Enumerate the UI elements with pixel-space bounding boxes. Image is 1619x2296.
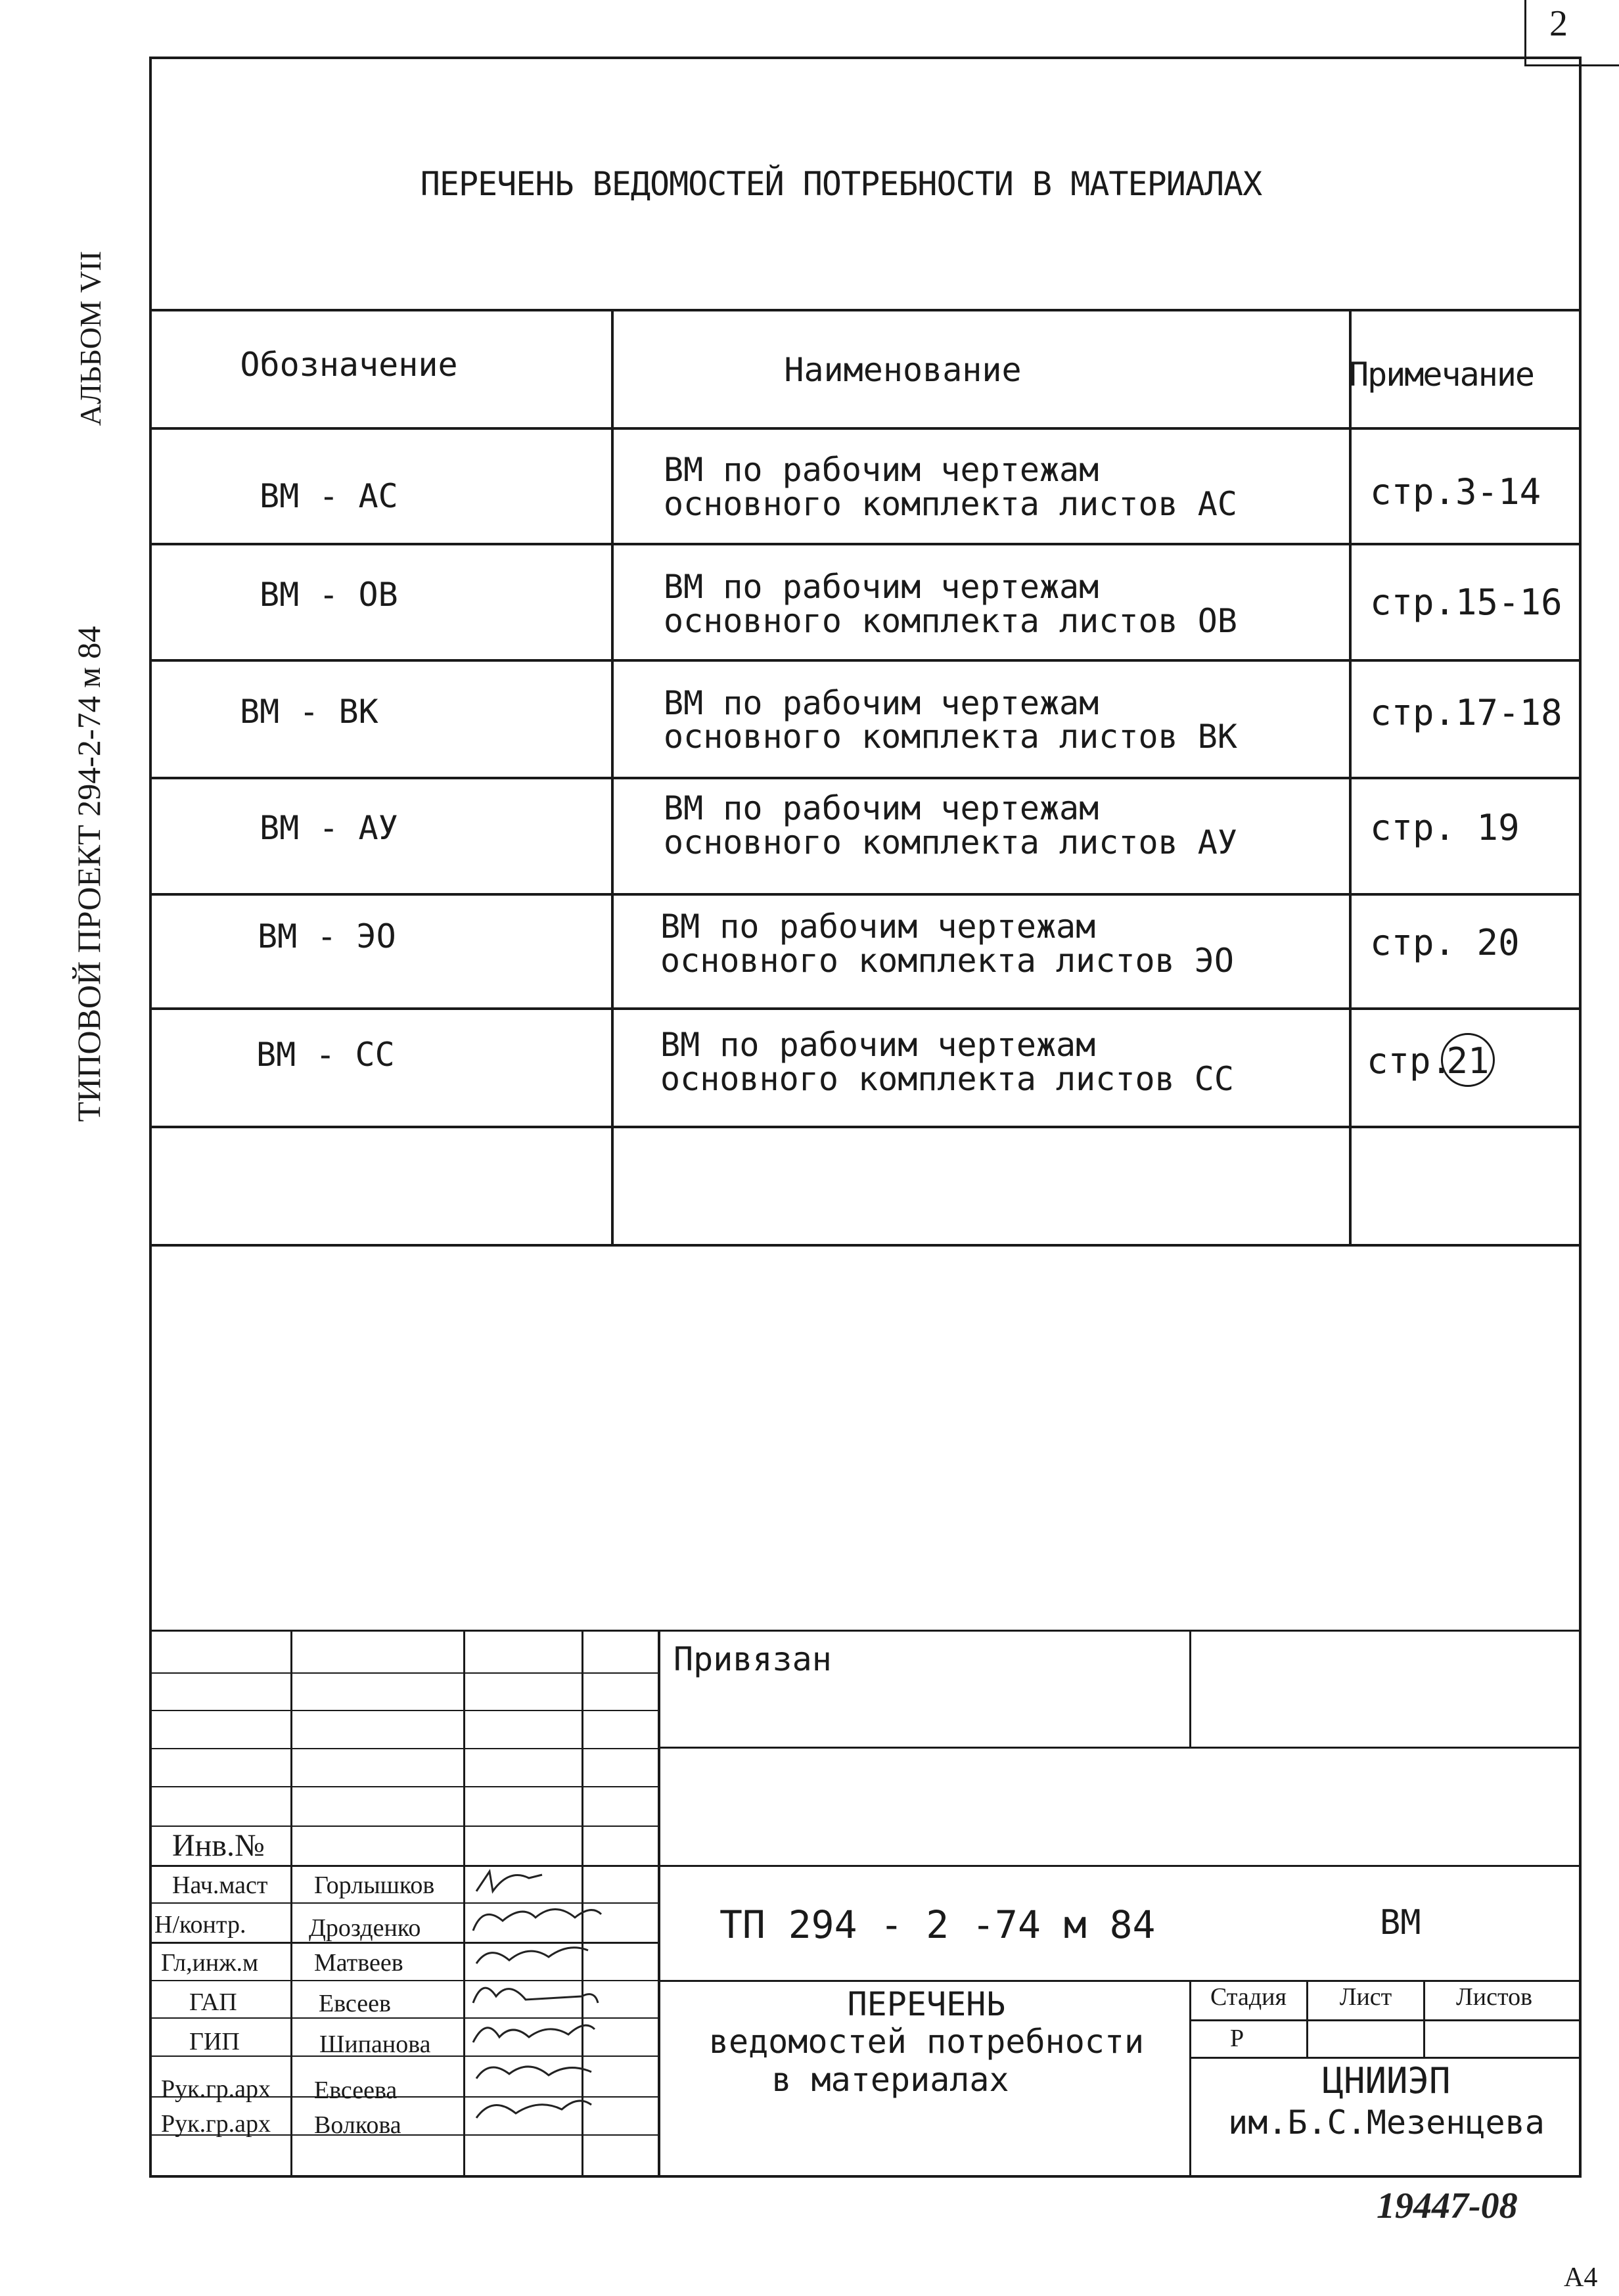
stamp-row-1 xyxy=(149,1672,659,1674)
row-2-name-line2: основного комплекта листов ОВ xyxy=(664,602,1237,640)
inv-label: Инв.№ xyxy=(172,1828,265,1863)
person-4-name: Евсеев xyxy=(319,1990,391,2017)
page-number-box-left xyxy=(1524,0,1526,66)
row-6-name-line2: основного комплекта листов СС xyxy=(660,1060,1234,1098)
signatures xyxy=(463,1865,658,2174)
header-name: Наименование xyxy=(784,351,1022,389)
person-1-role: Нач.маст xyxy=(172,1871,268,1899)
table-line-r1 xyxy=(149,543,1582,545)
stage-row-1 xyxy=(1189,2019,1582,2021)
person-3-name: Матвеев xyxy=(314,1949,403,1977)
person-2-name: Дрозденко xyxy=(309,1914,421,1942)
person-4-role: ГАП xyxy=(189,1988,237,2016)
row-4-note: стр. 19 xyxy=(1370,807,1520,848)
archive-number: 19447-08 xyxy=(1377,2186,1518,2226)
row-3-name-line2: основного комплекта листов ВК xyxy=(664,718,1237,756)
row-5-name-line2: основного комплекта листов ЭО xyxy=(660,942,1234,980)
org-line1: ЦНИИЭП xyxy=(1322,2060,1451,2101)
row-2-code: ВМ - ОВ xyxy=(260,576,398,614)
person-1-name: Горлышков xyxy=(314,1871,435,1899)
row-5-code: ВМ - ЭО xyxy=(258,917,396,955)
table-line-top xyxy=(149,309,1582,311)
table-line-r2 xyxy=(149,659,1582,662)
row-4-name-line1: ВМ по рабочим чертежам xyxy=(664,789,1099,827)
table-col-2 xyxy=(1349,309,1352,1247)
stage-row-2 xyxy=(1189,2057,1582,2059)
side-caption-project: ТИПОВОЙ ПРОЕКТ 294-2-74 м 84 xyxy=(70,626,107,1122)
person-5-name: Шипанова xyxy=(319,2031,431,2058)
person-5-role: ГИП xyxy=(189,2028,240,2055)
row-1-name-line1: ВМ по рабочим чертежам xyxy=(664,451,1099,489)
row-5-name-line1: ВМ по рабочим чертежам xyxy=(660,907,1096,946)
row-5-note: стр. 20 xyxy=(1370,922,1520,963)
frame-bottom xyxy=(149,2175,1582,2178)
header-note: Примечание xyxy=(1349,356,1534,394)
row-6-code: ВМ - СС xyxy=(256,1036,395,1074)
stamp-row-4 xyxy=(149,1786,659,1787)
doc-title-line2: ведомостей потребности xyxy=(708,2023,1145,2061)
row-6-name-line1: ВМ по рабочим чертежам xyxy=(660,1026,1096,1064)
table-line-bottom xyxy=(149,1244,1582,1247)
sheet-label: Лист xyxy=(1339,1983,1392,2011)
sheets-label: Листов xyxy=(1455,1983,1533,2011)
stamp-code-bottom xyxy=(658,1980,1582,1982)
row-3-code: ВМ - ВК xyxy=(240,693,378,731)
row-4-code: ВМ - АУ xyxy=(260,809,398,847)
row-4-name-line2: основного комплекта листов АУ xyxy=(664,823,1237,861)
person-7-role: Рук.гр.арх xyxy=(161,2110,271,2138)
attached-label: Привязан xyxy=(673,1640,832,1678)
frame-right xyxy=(1579,57,1582,2178)
document-mark: ВМ xyxy=(1380,1903,1421,1942)
stamp-attached-divider xyxy=(1189,1630,1191,1748)
row-1-name-line2: основного комплекта листов АС xyxy=(664,485,1237,523)
stamp-code-top xyxy=(658,1865,1582,1867)
stage-value: Р xyxy=(1230,2025,1244,2052)
person-7-name: Волкова xyxy=(314,2111,401,2139)
stamp-row-2 xyxy=(149,1710,659,1711)
stamp-row-3 xyxy=(149,1748,659,1749)
table-line-r3 xyxy=(149,777,1582,779)
header-designation: Обозначение xyxy=(240,346,458,384)
row-2-note: стр.15-16 xyxy=(1370,582,1562,623)
page-number: 2 xyxy=(1549,3,1568,44)
page-title: ПЕРЕЧЕНЬ ВЕДОМОСТЕЙ ПОТРЕБНОСТИ В МАТЕРИАЛАХ xyxy=(420,165,1262,203)
doc-title-line1: ПЕРЕЧЕНЬ xyxy=(847,1985,1006,2023)
doc-title-line3: в материалах xyxy=(771,2061,1009,2099)
row-1-code: ВМ - АС xyxy=(260,477,398,515)
format-mark: А4 xyxy=(1564,2262,1598,2293)
person-2-role: Н/контр. xyxy=(154,1911,246,1939)
page-number-box-bottom xyxy=(1524,64,1619,66)
person-6-role: Рук.гр.арх xyxy=(161,2075,271,2103)
row-1-note: стр.3-14 xyxy=(1370,471,1541,513)
table-line-r6 xyxy=(149,1126,1582,1128)
table-col-1 xyxy=(611,309,614,1247)
org-line2: им.Б.С.Мезенцева xyxy=(1228,2103,1545,2142)
row-3-note: стр.17-18 xyxy=(1370,692,1562,733)
stamp-row-5 xyxy=(149,1825,659,1827)
stage-label: Стадия xyxy=(1210,1983,1287,2011)
row-3-name-line1: ВМ по рабочим чертежам xyxy=(664,684,1099,722)
person-6-name: Евсеева xyxy=(314,2077,398,2104)
row-2-name-line1: ВМ по рабочим чертежам xyxy=(664,568,1099,606)
side-caption-album: АЛЬБОМ VII xyxy=(74,250,107,426)
table-line-r4 xyxy=(149,893,1582,896)
stamp-attached-bottom xyxy=(658,1747,1582,1749)
row-6-note-circled: 21 xyxy=(1446,1040,1490,1082)
row-6-note-prefix: стр. xyxy=(1367,1040,1453,1082)
document-code: ТП 294 - 2 -74 м 84 xyxy=(719,1902,1156,1947)
frame-top xyxy=(149,57,1582,59)
stamp-line-top xyxy=(149,1630,1582,1632)
person-3-role: Гл,инж.м xyxy=(161,1949,259,1977)
table-line-r5 xyxy=(149,1007,1582,1010)
table-line-header xyxy=(149,427,1582,430)
